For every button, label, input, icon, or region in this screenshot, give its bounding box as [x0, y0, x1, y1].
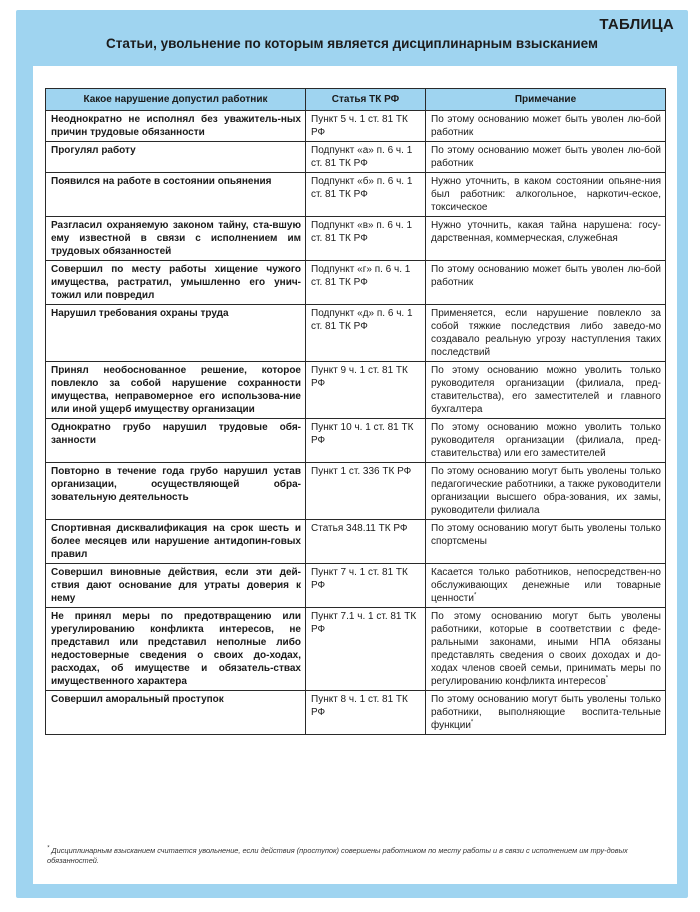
- note-text: По этому основанию могут быть уволены только спортсмены: [431, 523, 661, 547]
- table-sheet: [33, 66, 677, 884]
- note-cell: [426, 305, 666, 362]
- note-text: Нужно уточнить, какая тайна нарушена: госу-дарственная, коммерческая, служебная: [431, 220, 661, 244]
- note-cell: [426, 463, 666, 520]
- note-text: Применяется, если нарушение повлекло за собой тяжкие последствия либо заведо-мо создавало реальную угрозу наступления таких последствий: [431, 308, 661, 358]
- note-cell: [426, 419, 666, 463]
- note-text: Касается только работников, непосредствен-но обслуживающих денежные или товарные ценности: [431, 567, 661, 604]
- violation-cell: Повторно в течение года грубо нарушил устав организации, осуществляющей обра-зовательную деятельность: [46, 463, 306, 520]
- note-cell: [426, 217, 666, 261]
- table-tag: ТАБЛИЦА: [599, 16, 674, 33]
- violation-cell: Совершил аморальный проступок: [46, 691, 306, 735]
- column-header-article: Статья ТК РФ: [306, 89, 426, 111]
- table-row: [46, 217, 666, 261]
- footnote-ref: *: [470, 719, 474, 726]
- note-text: По этому основанию могут быть уволены только работники, выполняющие воспита-тельные функции: [431, 694, 661, 731]
- violation-cell: Разгласил охраняемую законом тайну, ста-вшую ему известной в связи с исполнением им трудовых обязанностей: [46, 217, 306, 261]
- violation-cell: Появился на работе в состоянии опьянения: [46, 173, 306, 217]
- table-header-row: [46, 89, 666, 111]
- article-cell: Пункт 1 ст. 336 ТК РФ: [306, 463, 426, 520]
- table-row: [46, 564, 666, 608]
- note-text: По этому основанию может быть уволен лю-бой работник: [431, 145, 661, 169]
- violation-cell: Нарушил требования охраны труда: [46, 305, 306, 362]
- page-frame: [16, 10, 688, 898]
- table-row: [46, 608, 666, 691]
- note-text: По этому основанию может быть уволен лю-бой работник: [431, 114, 661, 138]
- note-cell: [426, 691, 666, 735]
- article-cell: Статья 348.11 ТК РФ: [306, 520, 426, 564]
- note-text: По этому основанию могут быть уволены только педагогические работники, а также руководители организации высшего обра-зования, их замы, руководители филиала: [431, 466, 661, 516]
- note-cell: [426, 520, 666, 564]
- table-row: [46, 520, 666, 564]
- article-cell: Пункт 7 ч. 1 ст. 81 ТК РФ: [306, 564, 426, 608]
- article-cell: Пункт 9 ч. 1 ст. 81 ТК РФ: [306, 362, 426, 419]
- violation-cell: Совершил по месту работы хищение чужого имущества, растратил, умышленно его унич-тожил или повредил: [46, 261, 306, 305]
- note-text: По этому основанию могут быть уволены работники, которые в соответствии с феде-ральными законами, иными НПА обязаны представлять сведения о своих доходах и до-ходах членов своей семьи, принимать меры по регулированию конфликта интересов: [431, 611, 661, 687]
- violation-cell: Спортивная дисквалификация на срок шесть и более месяцев или нарушение антидопин-говых правил: [46, 520, 306, 564]
- note-cell: [426, 608, 666, 691]
- violation-cell: Принял необоснованное решение, которое повлекло за собой нарушение сохранности имущества, неправомерное его использова-ние или иной ущерб имуществу организации: [46, 362, 306, 419]
- article-cell: Подпункт «в» п. 6 ч. 1 ст. 81 ТК РФ: [306, 217, 426, 261]
- table-row: [46, 111, 666, 142]
- table-row: [46, 463, 666, 520]
- table-row: [46, 305, 666, 362]
- table-row: [46, 419, 666, 463]
- violation-cell: Не принял меры по предотвращению или урегулированию конфликта интересов, не представил или представил неполные либо недостоверные сведения о своих до-ходах, расходах, об имуществе и обязатель-ствах имущественного характера: [46, 608, 306, 691]
- articles-table: [45, 88, 666, 735]
- article-cell: Пункт 8 ч. 1 ст. 81 ТК РФ: [306, 691, 426, 735]
- article-cell: Пункт 5 ч. 1 ст. 81 ТК РФ: [306, 111, 426, 142]
- footnote-mark: *: [47, 845, 50, 852]
- note-text: По этому основанию может быть уволен лю-бой работник: [431, 264, 661, 288]
- table-row: [46, 362, 666, 419]
- note-text: По этому основанию можно уволить только руководителя организации (филиала, пред-ставительства), его заместителей и главного бухгалтера: [431, 365, 661, 415]
- violation-cell: Совершил виновные действия, если эти дей-ствия дают основание для утраты доверия к нему: [46, 564, 306, 608]
- note-cell: [426, 261, 666, 305]
- article-cell: Подпункт «г» п. 6 ч. 1 ст. 81 ТК РФ: [306, 261, 426, 305]
- note-cell: [426, 142, 666, 173]
- article-cell: Пункт 10 ч. 1 ст. 81 ТК РФ: [306, 419, 426, 463]
- note-cell: [426, 111, 666, 142]
- page-title: Статьи, увольнение по которым является дисциплинарным взысканием: [106, 36, 598, 51]
- footnote-ref: *: [605, 675, 609, 682]
- table-row: [46, 691, 666, 735]
- note-text: По этому основанию можно уволить только руководителя организации (филиала, пред-ставительства) или его заместителей: [431, 422, 661, 459]
- article-cell: Подпункт «д» п. 6 ч. 1 ст. 81 ТК РФ: [306, 305, 426, 362]
- footnote: [47, 846, 663, 866]
- violation-cell: Неоднократно не исполнял без уважитель-ных причин трудовые обязанности: [46, 111, 306, 142]
- article-cell: Подпункт «а» п. 6 ч. 1 ст. 81 ТК РФ: [306, 142, 426, 173]
- column-header-note: Примечание: [426, 89, 666, 111]
- table-row: [46, 173, 666, 217]
- note-text: Нужно уточнить, в каком состоянии опьяне-ния был работник: алкогольное, наркотич-еское, токсическое: [431, 176, 661, 213]
- article-cell: Пункт 7.1 ч. 1 ст. 81 ТК РФ: [306, 608, 426, 691]
- note-cell: [426, 362, 666, 419]
- note-cell: [426, 173, 666, 217]
- violation-cell: Однократно грубо нарушил трудовые обя-занности: [46, 419, 306, 463]
- table-row: [46, 142, 666, 173]
- article-cell: Подпункт «б» п. 6 ч. 1 ст. 81 ТК РФ: [306, 173, 426, 217]
- footnote-text: Дисциплинарным взысканием считается увольнение, если действия (проступок) совершены работником по месту работы и в связи с исполнением им тру-довых обязанностей.: [47, 846, 628, 865]
- note-cell: [426, 564, 666, 608]
- violation-cell: Прогулял работу: [46, 142, 306, 173]
- column-header-violation: Какое нарушение допустил работник: [46, 89, 306, 111]
- table-row: [46, 261, 666, 305]
- footnote-ref: *: [473, 592, 477, 599]
